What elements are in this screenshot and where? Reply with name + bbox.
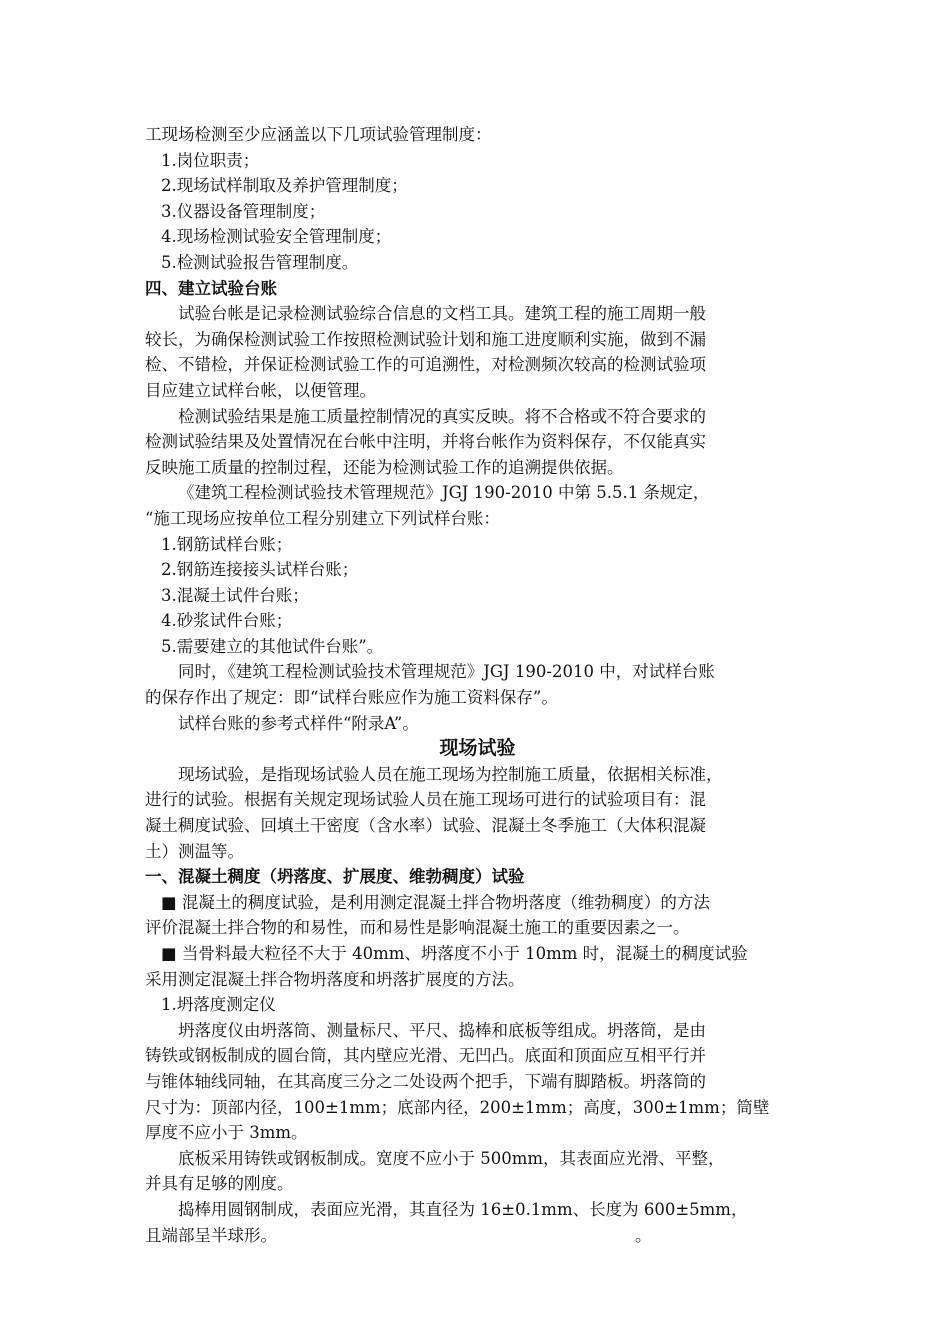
paragraph-line: 较长，为确保检测试验工作按照检测试验计划和施工进度顺利实施，做到不漏 [145, 329, 706, 349]
paragraph-line: 进行的试验。根据有关规定现场试验人员在施工现场可进行的试验项目有：混 [145, 790, 706, 810]
paragraph-line: 凝土稠度试验、回填土干密度（含水率）试验、混凝土冬季施工（大体积混凝 [145, 816, 706, 836]
list-item: 5.需要建立的其他试件台账”。 [161, 636, 384, 656]
stray-punctuation: 。 [635, 1225, 652, 1245]
paragraph-line: 《建筑工程检测试验技术管理规范》JGJ 190-2010 中第 5.5.1 条规定， [178, 483, 710, 503]
paragraph-line: 检测试验结果是施工质量控制情况的真实反映。将不合格或不符合要求的 [178, 406, 706, 426]
paragraph-line [145, 1223, 810, 1249]
list-item: 2.现场试样制取及养护管理制度； [161, 176, 408, 196]
paragraph-line: 坍落度仪由坍落筒、测量标尺、平尺、捣棒和底板等组成。坍落筒，是由 [178, 1020, 706, 1040]
section-heading: 四、建立试验台账 [145, 278, 277, 298]
paragraph-line: 试样台账的参考式样件“附录A”。 [178, 713, 419, 733]
paragraph-line: 底板采用铸铁或钢板制成。宽度不应小于 500mm，其表面应光滑、平整， [178, 1148, 725, 1168]
paragraph-line: 试验台帐是记录检测试验综合信息的文档工具。建筑工程的施工周期一般 [178, 304, 706, 324]
bullet-line: ■ 当骨料最大粒径不大于 40mm、坍落度不小于 10mm 时，混凝土的稠度试验 [161, 944, 748, 963]
paragraph-line: 与锥体轴线同轴，在其高度三分之二处设两个把手，下端有脚踏板。坍落筒的 [145, 1071, 706, 1091]
paragraph-line: 的保存作出了规定：即“试样台账应作为施工资料保存”。 [145, 688, 558, 708]
bullet-line: ■ 混凝土的稠度试验，是利用测定混凝土拌合物坍落度（维勃稠度）的方法 [161, 892, 710, 912]
paragraph-line: 厚度不应小于 3mm。 [145, 1123, 308, 1143]
list-item: 2.钢筋连接接头试样台账； [161, 560, 359, 580]
paragraph-line: 评价混凝土拌合物的和易性，而和易性是影响混凝土施工的重要因素之一。 [145, 918, 690, 938]
text-line: 工现场检测至少应涵盖以下几项试验管理制度： [145, 125, 492, 144]
paragraph-line: 尺寸为：顶部内径，100±1mm；底部内径，200±1mm；高度，300±1mm；筒壁 [145, 1097, 770, 1117]
paragraph-line: 反映施工质量的控制过程，还能为检测试验工作的追溯提供依据。 [145, 457, 624, 477]
section-heading: 一、混凝土稠度（坍落度、扩展度、维勃稠度）试验 [145, 867, 525, 887]
paragraph-line: 检、不错检，并保证检测试验工作的可追溯性，对检测频次较高的检测试验项 [145, 355, 706, 375]
paragraph-line: 检测试验结果及处置情况在台帐中注明，并将台帐作为资料保存，不仅能真实 [145, 432, 706, 452]
paragraph-line: 现场试验，是指现场试验人员在施工现场为控制施工质量，依据相关标准， [178, 764, 723, 784]
paragraph-line: 并具有足够的刚度。 [145, 1174, 294, 1194]
paragraph-line: “施工现场应按单位工程分别建立下列试样台账： [145, 508, 500, 528]
list-item: 5.检测试验报告管理制度。 [161, 252, 359, 272]
list-item: 3.混凝土试件台账； [161, 585, 309, 605]
paragraph-line: 采用测定混凝土拌合物坍落度和坍落扩展度的方法。 [145, 969, 525, 989]
document-page [145, 122, 810, 1248]
paragraph-line: 同时，《建筑工程检测试验技术管理规范》JGJ 190-2010 中，对试样台账 [178, 662, 715, 682]
list-item: 4.砂浆试件台账； [161, 611, 293, 631]
list-item: 1.岗位职责； [161, 150, 260, 170]
list-item: 4.现场检测试验安全管理制度； [161, 227, 392, 247]
paragraph-line: 捣棒用圆钢制成，表面应光滑，其直径为 16±0.1mm、长度为 600±5mm， [178, 1199, 748, 1219]
paragraph-line: 铸铁或钢板制成的圆台筒，其内壁应光滑、无凹凸。底面和顶面应互相平行并 [145, 1046, 706, 1066]
list-item: 3.仪器设备管理制度； [161, 201, 326, 221]
paragraph-line: 土）测温等。 [145, 841, 244, 861]
paragraph-line: 目应建立试样台帐，以便管理。 [145, 380, 376, 400]
page-title: 现场试验 [439, 737, 516, 760]
subsection-heading: 1.坍落度测定仪 [161, 995, 276, 1015]
paragraph-line-text: 且端部呈半球形。 [145, 1225, 277, 1245]
list-item: 1.钢筋试样台账； [161, 534, 293, 554]
